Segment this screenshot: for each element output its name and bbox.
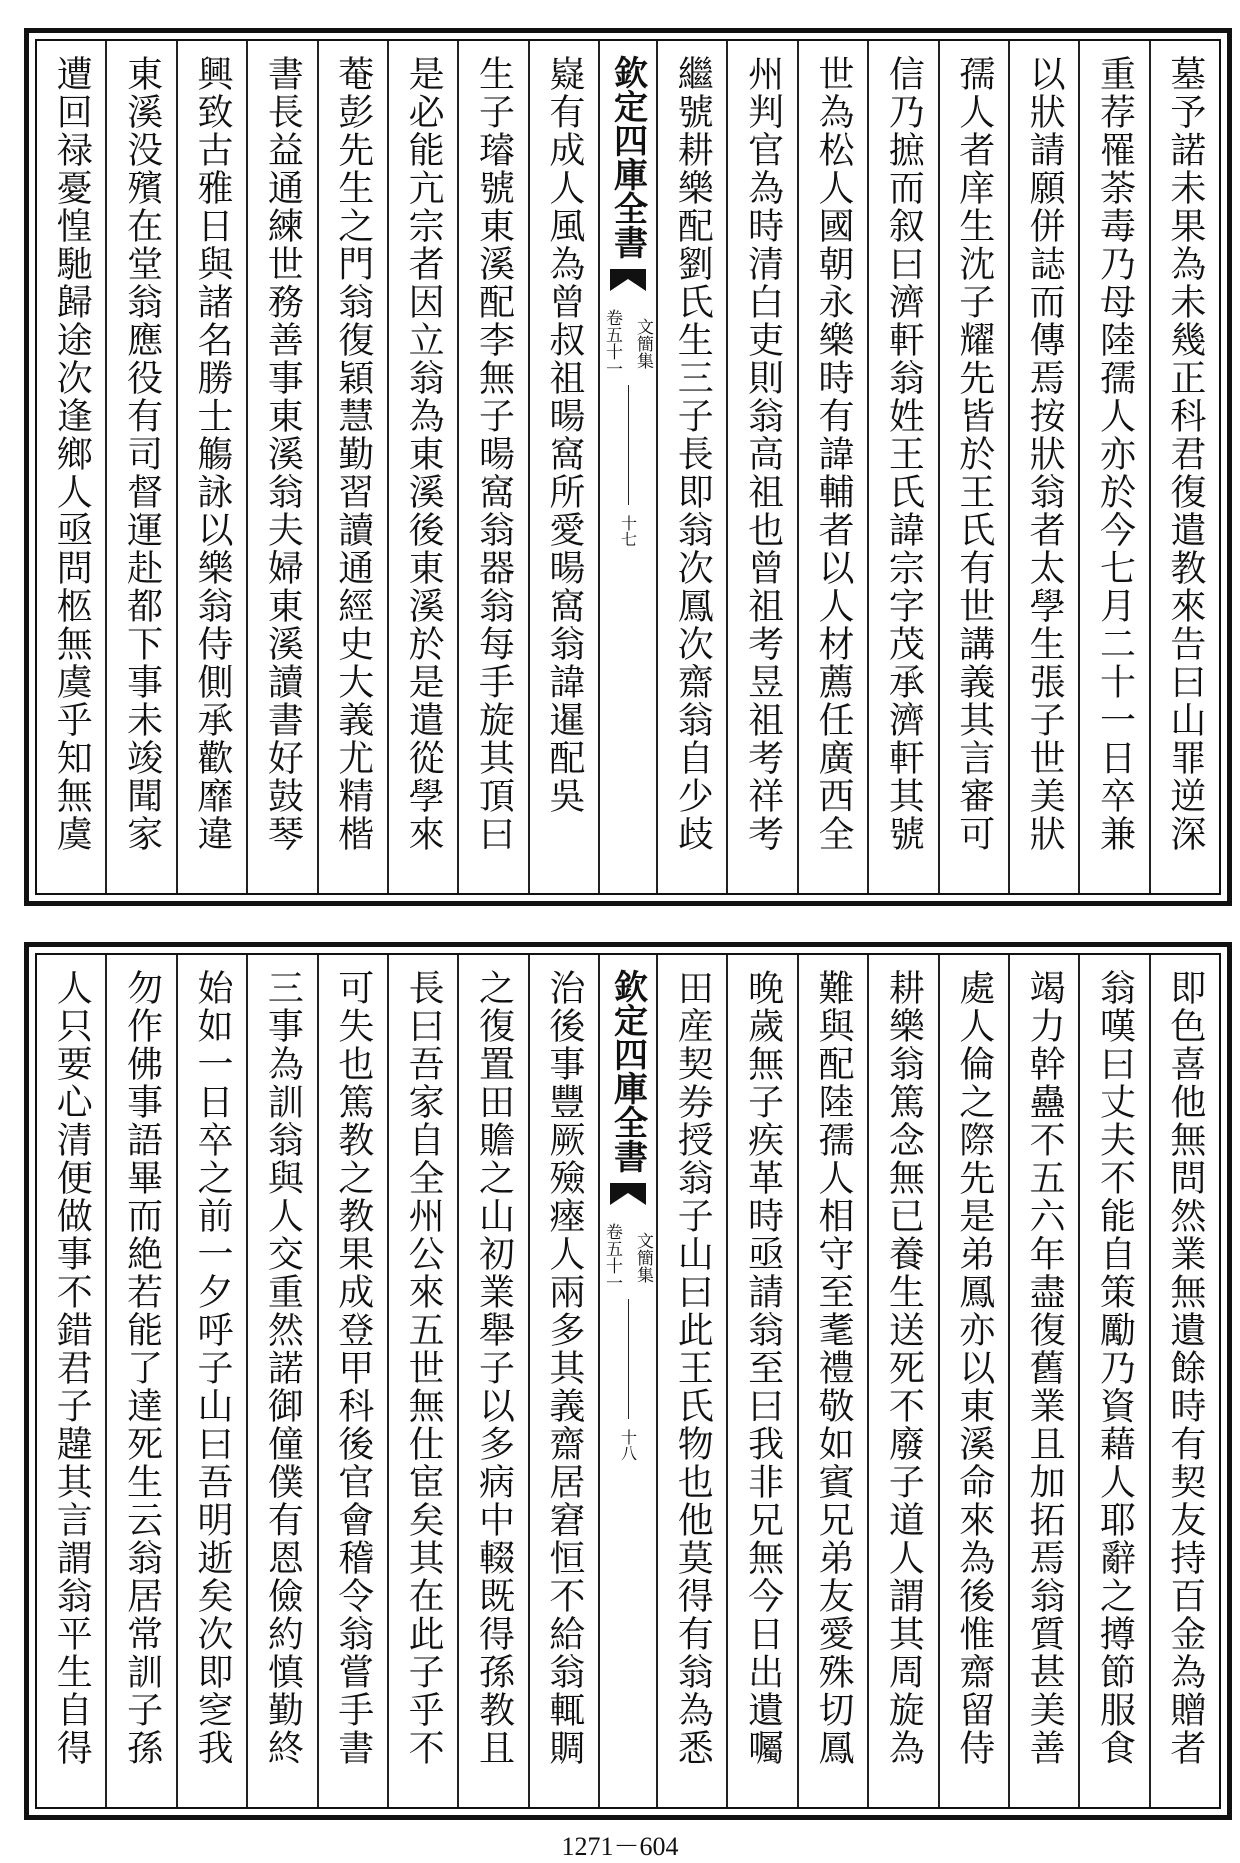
text-column: 菴彭先生之門翁復穎慧勤習讀通經史大義尤精楷 bbox=[317, 41, 387, 893]
block-heart bbox=[598, 955, 656, 1807]
volume-label: 卷五十一 bbox=[602, 1223, 622, 1291]
book-info bbox=[600, 309, 656, 377]
bottom-page bbox=[24, 942, 1232, 1820]
block-heart bbox=[598, 41, 656, 893]
text-column: 難與配陸孺人相守至耄禮敬如賓兄弟友愛殊切鳳 bbox=[797, 955, 867, 1807]
bottom-page-frame bbox=[35, 953, 1221, 1809]
text-column: 耕樂翁篤念無已養生送死不廢子道人謂其周旋為 bbox=[867, 955, 937, 1807]
top-page-frame bbox=[35, 39, 1221, 895]
text-column: 是必能亢宗者因立翁為東溪後東溪於是遣從學來 bbox=[387, 41, 457, 893]
text-column: 書長益通練世務善事東溪翁夫婦東溪讀書好鼓琴 bbox=[246, 41, 316, 893]
book-title: 文簡集 bbox=[633, 1231, 653, 1283]
text-column: 即色喜他無問然業無遺餘時有契友持百金為贈者 bbox=[1149, 955, 1219, 1807]
library-title: 欽定四庫全書 bbox=[607, 969, 648, 1173]
text-column: 勿作佛事語畢而絶若能了達死生云翁居常訓子孫 bbox=[105, 955, 175, 1807]
volume-label: 卷五十一 bbox=[602, 309, 622, 377]
text-column: 遭回禄憂惶馳歸途次逢鄉人亟問柩無虞乎知無虞 bbox=[51, 55, 93, 853]
page-number: 十七 bbox=[618, 515, 638, 547]
book-title: 文簡集 bbox=[633, 317, 653, 369]
text-column: 人只要心清便做事不錯君子韙其言謂翁平生自得 bbox=[51, 969, 93, 1767]
text-column: 可失也篤教之教果成登甲科後官會稽令翁嘗手書 bbox=[317, 955, 387, 1807]
page-footer-number: 1271－604 bbox=[561, 1832, 679, 1861]
text-column: 竭力幹蠱不五六年盡復舊業且加拓焉翁質甚美善 bbox=[1008, 955, 1078, 1807]
fishtail-ornament-icon bbox=[610, 269, 646, 291]
text-column: 東溪没殯在堂翁應役有司督運赴都下事未竣聞家 bbox=[105, 41, 175, 893]
text-column: 長曰吾家自全州公來五世無仕宦矣其在此子乎不 bbox=[387, 955, 457, 1807]
text-column: 興致古雅日與諸名勝士觴詠以樂翁侍側承歡靡違 bbox=[176, 41, 246, 893]
text-column: 重荐罹荼毒乃母陸孺人亦於今七月二十一日卒兼 bbox=[1078, 41, 1148, 893]
text-column: 之復置田贍之山初業舉子以多病中輟既得孫教且 bbox=[457, 955, 527, 1807]
text-column: 生子璿號東溪配李無子暘窩翁器翁每手旋其頂曰 bbox=[457, 41, 527, 893]
text-column: 田産契券授翁子山曰此王氏物也他莫得有翁為悉 bbox=[656, 955, 726, 1807]
text-column: 始如一日卒之前一夕呼子山曰吾明逝矣次即窆我 bbox=[176, 955, 246, 1807]
center-rule bbox=[628, 1299, 629, 1419]
text-column: 晚歲無子疾革時亟請翁至曰我非兄無今日出遺囑 bbox=[726, 955, 796, 1807]
text-column: 孺人者庠生沈子耀先皆於王氏有世講義其言審可 bbox=[938, 41, 1008, 893]
library-title: 欽定四庫全書 bbox=[607, 55, 648, 259]
text-column: 三事為訓翁與人交重然諾御僮僕有恩儉約慎勤終 bbox=[246, 955, 316, 1807]
text-column: 墓予諾未果為未幾正科君復遣教來告曰山罪逆深 bbox=[1149, 41, 1219, 893]
book-info bbox=[600, 1223, 656, 1291]
text-column: 信乃摭而叙曰濟軒翁姓王氏諱宗字茂承濟軒其號 bbox=[867, 41, 937, 893]
text-column: 繼號耕樂配劉氏生三子長即翁次鳳次齋翁自少歧 bbox=[656, 41, 726, 893]
text-column: 治後事豐厥殮瘞人兩多其義齋居窘恒不給翁輒賙 bbox=[528, 955, 598, 1807]
center-rule bbox=[628, 385, 629, 505]
text-column: 州判官為時清白吏則翁高祖也曾祖考昱祖考祥考 bbox=[726, 41, 796, 893]
top-page bbox=[24, 28, 1232, 906]
text-column: 嶷有成人風為曾叔祖暘窩所愛暘窩翁諱暹配吳 bbox=[528, 41, 598, 893]
text-column: 以狀請願併誌而傳焉按狀翁者太學生張子世美狀 bbox=[1008, 41, 1078, 893]
text-column: 翁嘆曰丈夫不能自策勵乃資藉人耶辭之撙節服食 bbox=[1078, 955, 1148, 1807]
fishtail-ornament-icon bbox=[610, 1183, 646, 1205]
page-number: 十八 bbox=[618, 1429, 638, 1461]
text-column: 世為松人國朝永樂時有諱輔者以人材薦任廣西全 bbox=[797, 41, 867, 893]
text-column: 處人倫之際先是弟鳳亦以東溪命來為後惟齋留侍 bbox=[938, 955, 1008, 1807]
